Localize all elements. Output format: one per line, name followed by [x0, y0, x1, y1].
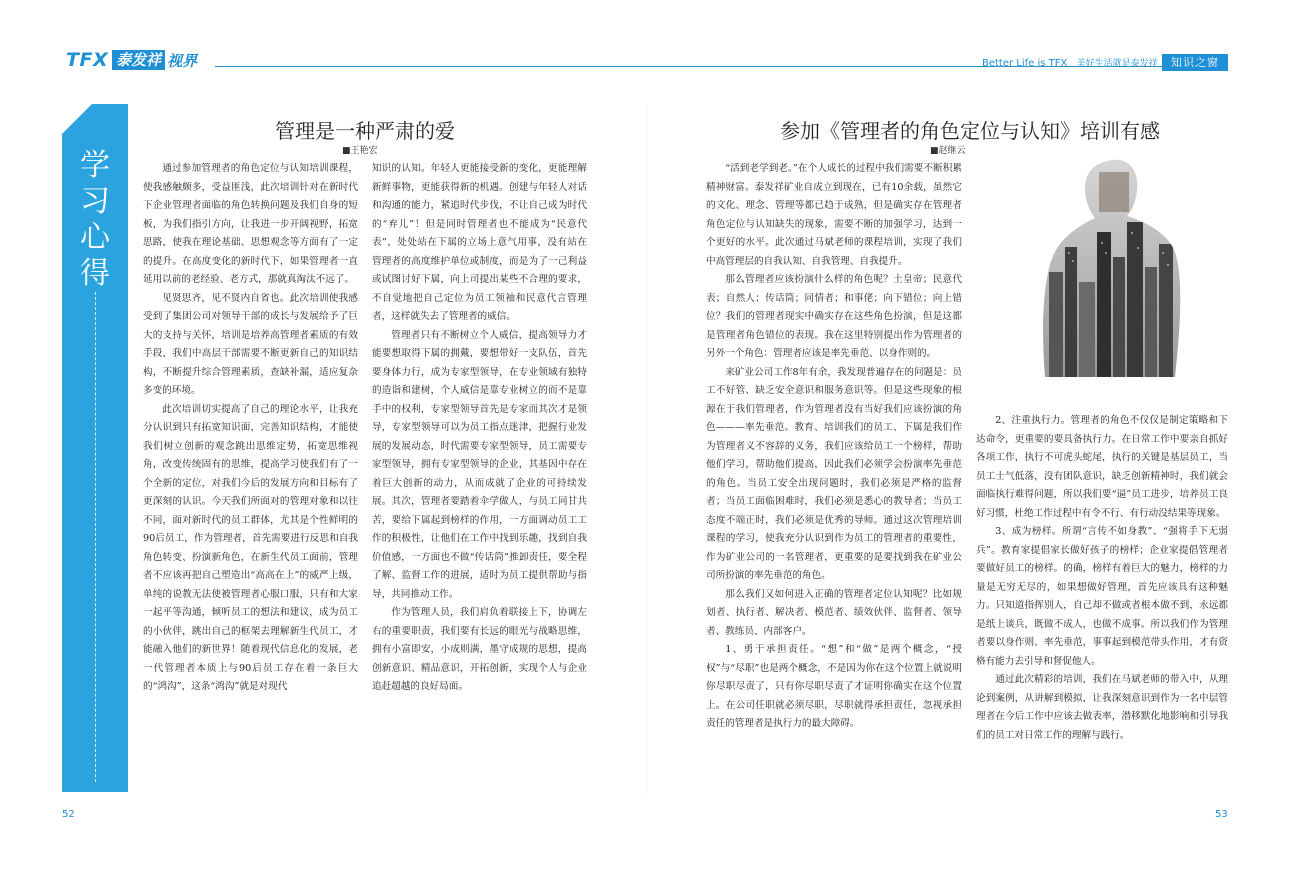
paragraph: 那么管理者应该扮演什么样的角色呢？土皇帝；民意代表；自然人；传话筒；同情者；和事佬；向下错位；向上错位？我们的管理者现实中确实存在这些角色扮演，但是这都是管理者角色错位的表现。我在这里特别提出作为管理者的另外一个角色：管理者应该是率先垂范、以身作则的。 — [706, 274, 962, 359]
page-number-left: 52 — [62, 809, 75, 820]
left-article-title: 管理是一种严肃的爱 — [275, 119, 455, 143]
left-article-column-1 — [143, 160, 358, 795]
sidebar-char: 学 — [80, 148, 110, 183]
paragraph: 通过此次精彩的培训，我们在马斌老师的带入中，从理论到案例，从讲解到模拟，让我深刻意识到作为一名中层管理者在今后工作中应该去做表率，潜移默化地影响和引导我们的员工对日常工作的理解与践行。 — [976, 674, 1228, 741]
paragraph: 2、注重执行力。管理者的角色不仅仅是制定策略和下达命令，更重要的要具备执行力。在日常工作中要亲自抓好各项工作，执行不可虎头蛇尾，执行的关键是基层员工，当员工士气低落，没有团队意识，缺乏创新精神时，我们就会面临执行难得问题，所以我们要“逼”员工进步，培养员工良好习惯，杜绝工作过程中有令不行、有行动没结果等现象。 — [976, 415, 1228, 519]
logo-brand: 泰发祥 — [112, 50, 165, 70]
paragraph: 那么我们又如何进入正确的管理者定位认知呢？比如规划者、执行者、解决者、模范者、绩效伙伴、监督者、领导者、教练员、内部客户。 — [706, 588, 962, 637]
left-article-author: ■王艳宏 — [342, 146, 378, 156]
page-number-right: 53 — [1215, 809, 1228, 820]
right-article-title: 参加《管理者的角色定位与认知》培训有感 — [780, 119, 1160, 143]
sidebar-char: 习 — [80, 184, 110, 219]
left-article-column-2 — [372, 160, 587, 795]
right-article-author: ■赵继云 — [930, 146, 966, 156]
sidebar-char: 得 — [80, 256, 110, 291]
paragraph: 此次培训切实提高了自己的理论水平，让我充分认识到只有拓宽知识面，完善知识结构，才能使我们树立创新的观念跳出思维定势，拓宽思维视角，改变传统固有的思维，提高学习使我们有了一个全新的定位，对我们今后的发展方向和目标有了更深刻的认识。今天我们所面对的管理对象和以往不同，面对新时代的员工群体，尤其是个性鲜明的90后员工，作为管理者，首先需要进行反思和自我角色转变、扮演新角色，在新生代员工面前，管理者不应该再把自己塑造出“高高在上”的威严上级，单纯的说教无法使被管理者心服口服，只有和大家一起平等沟通，倾听员工的想法和建议，成为员工的小伙伴，跳出自己的框架去理解新生代员工，才能融入他们的新世界！随着现代信息化的发展，老一代管理者本质上与90后员工存在着一条巨大的“鸿沟”，这条“鸿沟”就是对现代 — [143, 403, 358, 692]
paragraph: 知识的认知。年轻人更能接受新的变化，更能理解新鲜事物，更能获得新的机遇。创建与年轻人对话和沟通的能力，紧追时代步伐，不让自己成为时代的“弃儿”！但是同时管理者也不能成为“民意代表”，处处站在下属的立场上意气用事，没有站在管理者的高度维护单位或制度，而是为了一己利益或试图讨好下属，向上司提出某些不合理的要求，不自觉地把自己定位为员工领袖和民意代言管理者，这样就失去了管理者的威信。 — [372, 163, 587, 322]
sidebar-dashed-line — [95, 292, 96, 782]
band-corner-triangle — [62, 104, 92, 134]
paragraph: 见贤思齐，见不贤内自省也。此次培训使我感受到了集团公司对领导干部的成长与发展给予了巨大的支持与关怀，培训是培养高管理者素质的有效手段，我们中高层干部需要不断更新自己的知识结构，不断提升综合管理素质，查缺补漏，适应复杂多变的环境。 — [143, 292, 358, 396]
right-article-column-2 — [976, 412, 1228, 795]
paragraph: 1、勇于承担责任。“想”和“做”是两个概念，“授权”与“尽职”也是两个概念，不是因为你在这个位置上就说明你尽职尽责了，只有你尽职尽责了才证明你确实在这个位置上。在公司任职就必须尽职，尽职就得承担责任，忽视承担责任的管理者是执行力的最大障碍。 — [706, 644, 962, 729]
slogan-en: Better Life is TFX — [982, 58, 1068, 69]
sidebar-heading — [76, 148, 114, 292]
header-slogan — [982, 56, 1158, 69]
section-tab: 知识之窗 — [1162, 54, 1228, 71]
logo-view: 视界 — [167, 51, 198, 70]
paragraph: 作为管理人员，我们肩负着联接上下，协调左右的重要职责，我们要有长远的眼光与战略思维，拥有小富即安，小成则满，墨守成规的思想，提高创新意识、精品意识，开拓创新，实现个人与企业追赶超越的良好局面。 — [372, 607, 587, 692]
paragraph: “活到老学到老。”在个人成长的过程中我们需要不断积累精神财富。泰发祥矿业自成立到现在，已有10余载，虽然它的文化、理念、管理等都已趋于成熟，但是确实存在管理者角色定位与认知缺失的现象，需要不断的加强学习，达到一个更好的水平。此次通过马斌老师的课程培训，实现了我们中高管理层的自我认知、自我管理、自我提升。 — [706, 163, 962, 267]
sidebar-char: 心 — [80, 220, 110, 255]
page-spine — [646, 104, 648, 794]
right-article-column-1 — [706, 160, 962, 795]
paragraph: 通过参加管理者的角色定位与认知培训课程，使我感触颇多，受益匪浅，此次培训针对在新时代下企业管理者面临的角色转换问题及我们自身的短板，为我们指引方向，让我进一步开阔视野，拓宽思路，使我在理论基础、思想观念等方面有了一定的提升。在高度变化的新时代下，如果管理者一直延用以前的老经验、老方式，那就真淘汰不远了。 — [143, 163, 358, 285]
tfx-logo — [66, 50, 197, 70]
businessman-city-photo — [1035, 152, 1185, 377]
logo-tfx: TFX — [66, 49, 109, 71]
paragraph: 3、成为榜样。所谓“言传不如身教”、“强将手下无弱兵”。教育家提倡家长做好孩子的榜样；企业家提倡管理者要做好员工的榜样。的确，榜样有着巨大的魅力，榜样的力量是无穷无尽的，如果想做好管理，首先应该具有这种魅力。只知道指挥别人，自己却不做或者根本做不到，永远都是纸上谈兵，既做不成人，也做不成事。所以我们作为管理者要以身作则、率先垂范，事事起到模范带头作用，才有资格有能力去引导和督促他人。 — [976, 526, 1228, 667]
slogan-cn: 美好生活就是泰发祥 — [1076, 59, 1158, 69]
paragraph: 管理者只有不断树立个人威信，提高领导力才能要想取得下属的拥戴，要想带好一支队伍，首先要身体力行，成为专家型领导，在专业领域有独特的造诣和建树，个人威信是靠专业树立的而不是靠手中的权利，专家型领导首先是专家而其次才是领导，专家型领导可以为员工指点迷津，把握行业发展的发展动态，时代需要专家型领导，员工需要专家型领导，拥有专家型领导的企业，其基因中存在着巨大创新的动力，从而成就了企业的可持续发展。其次，管理者要踏着伞学做人，与员工同甘共苦，要给下属起到榜样的作用，一方面调动员工工作的积极性，让他们在工作中找到乐趣，找到自我价值感，一方面也不做“传话筒”推卸责任，要全程了解、监督工作的进展，适时为员工提供帮助与指导，共同推动工作。 — [372, 329, 587, 600]
paragraph: 来矿业公司工作8年有余，我发现普遍存在的问题是：员工不好管、缺乏安全意识和服务意识等。但是这些现象的根源在于我们管理者，作为管理者没有当好我们应该扮演的角色———率先垂范。教育、培训我们的员工、下属是我们作为管理者义不容辞的义务，我们应该给员工一个榜样，帮助他们学习，帮助他们提高，因此我们必须学会扮演率先垂范的角色。当员工安全出现问题时，我们必须是严格的监督者；当员工面临困难时，我们必须是悉心的教导者；当员工态度不端正时，我们必须是优秀的导师。通过这次管理培训课程的学习，使我充分认识到作为员工的管理者的重要性，作为矿业公司的一名管理者，更重要的是要找到我在矿业公司所扮演的率先垂范的角色。 — [706, 366, 962, 581]
